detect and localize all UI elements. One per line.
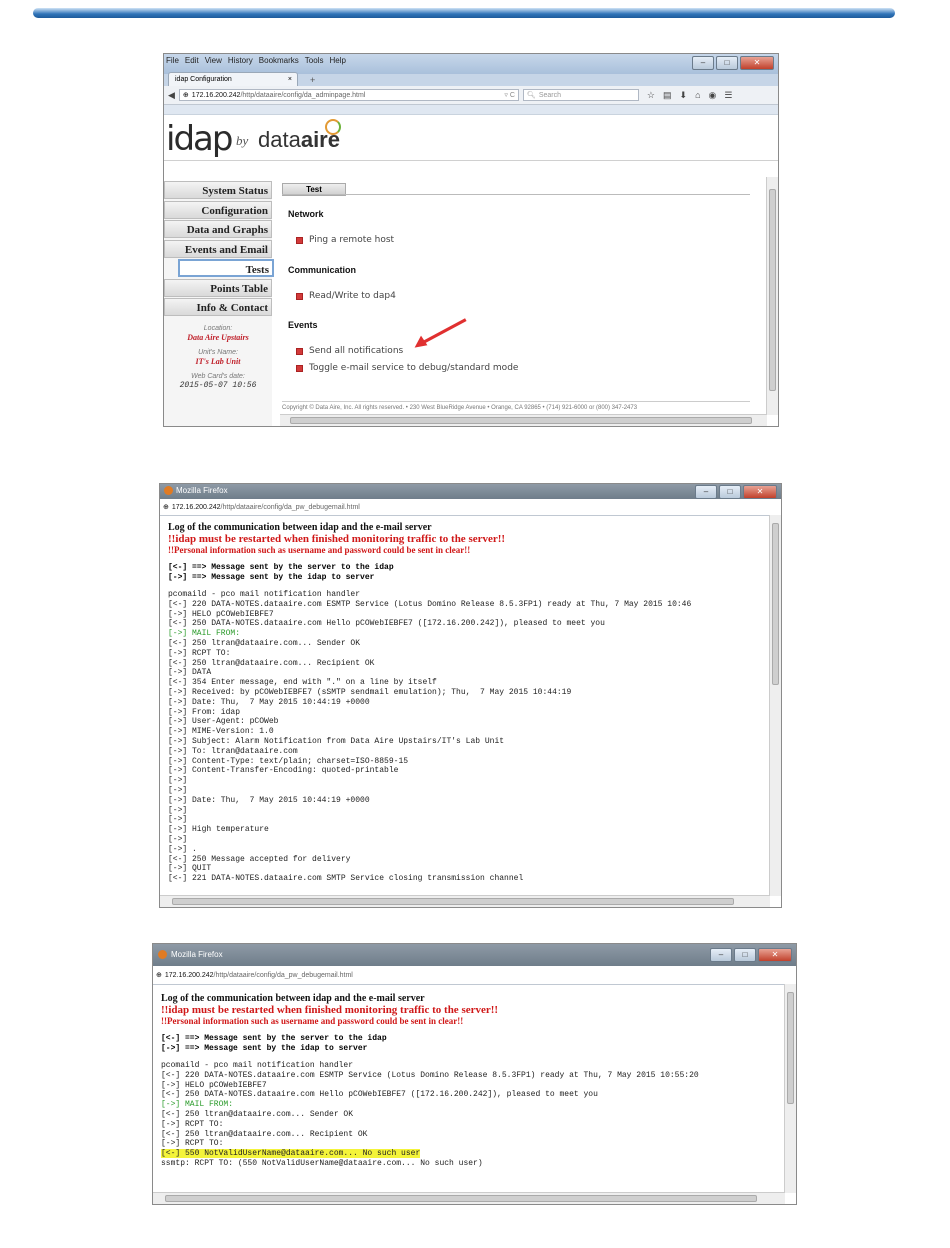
nav-tests[interactable]: Tests	[178, 259, 274, 277]
restart-warning: !!idap must be restarted when finished monitoring traffic to the server!!	[161, 1004, 499, 1016]
red-arrow-annotation	[413, 317, 469, 351]
clipboard-icon[interactable]: ▤	[663, 89, 672, 100]
reload-icon[interactable]: ▿ C	[504, 92, 515, 99]
url-path: /http/dataaire/config/da_pw_debugemail.html	[213, 971, 353, 979]
log-line: [->]	[168, 805, 188, 815]
menu-file[interactable]: File	[166, 56, 179, 65]
url-bar[interactable]	[153, 969, 796, 981]
log-line: [->] RCPT TO:	[168, 648, 231, 658]
maximize-button[interactable]: □	[734, 948, 756, 962]
copyright-footer: Copyright © Data Aire, Inc. All rights reserved. • 230 West BlueRidge Avenue • Orange, CA 92865 • (714) 921-6000 or (800) 347-2473	[282, 401, 750, 412]
menu-tools[interactable]: Tools	[304, 56, 324, 65]
minimize-button[interactable]: –	[710, 948, 732, 962]
star-icon[interactable]: ☆	[646, 89, 655, 100]
location-label: Location:	[203, 325, 233, 332]
log-line: [<-] 250 DATA-NOTES.dataaire.com Hello pCOWebIEBFE7 ([172.16.200.242]), pleased to meet you	[161, 1090, 598, 1100]
url-toolbar	[160, 499, 781, 516]
menu-view[interactable]: View	[204, 56, 222, 65]
close-window-button[interactable]: ✕	[743, 485, 777, 499]
tab-title: idap Configuration	[175, 76, 232, 83]
log-line: [->] HELO pCOWebIEBFE7	[168, 609, 274, 619]
log-line: [->] High temperature	[168, 825, 269, 835]
idap-logo: idap	[166, 119, 232, 159]
date-label: Web Card's date:	[191, 373, 245, 380]
legend-idap: [->] ==> Message sent by the idap to server	[168, 572, 375, 582]
url-bar[interactable]	[179, 89, 519, 101]
log-line: [->] MIME-Version: 1.0	[168, 727, 274, 737]
url-host: 172.16.200.242	[164, 971, 214, 979]
browser-titlebar	[164, 54, 778, 74]
log-title: Log of the communication between idap and the e-mail server	[168, 522, 432, 533]
scroll-thumb[interactable]	[290, 417, 752, 424]
privacy-warning: !!Personal information such as username and password could be sent in clear!!	[161, 1016, 464, 1026]
nav-data-and-graphs[interactable]: Data and Graphs	[164, 220, 272, 238]
tab-close-icon[interactable]: ×	[287, 76, 292, 83]
log-line: [<-] 250 ltran@dataaire.com... Sender OK	[168, 638, 361, 648]
menu-edit[interactable]: Edit	[184, 56, 199, 65]
log-line: [->] RCPT TO:	[161, 1119, 224, 1129]
globe-icon: ⊕	[182, 92, 189, 99]
log-line: [<-] 220 DATA-NOTES.dataaire.com ESMTP Service (Lotus Domino Release 8.5.3FP1) ready at Thu, 7 May 2015 10:46	[168, 599, 692, 609]
location-value: Data Aire Upstairs	[187, 333, 249, 342]
bullet-icon	[296, 348, 303, 355]
pocket-icon[interactable]: ◉	[708, 89, 717, 100]
close-window-button[interactable]: ✕	[758, 948, 792, 962]
new-tab-button[interactable]: +	[310, 75, 316, 85]
globe-icon: ⊕	[156, 972, 162, 979]
horizontal-scrollbar[interactable]	[160, 895, 770, 907]
log-page	[160, 516, 781, 884]
unit-info	[164, 324, 272, 390]
toggle-label: Toggle e-mail service to debug/standard mode	[309, 363, 519, 373]
idap-logo-header	[164, 115, 778, 161]
tests-content-pane	[280, 181, 764, 414]
home-icon[interactable]: ⌂	[695, 90, 701, 100]
ping-label: Ping a remote host	[309, 235, 395, 245]
sendall-label: Send all notifications	[309, 346, 404, 356]
vertical-scrollbar[interactable]	[784, 984, 796, 1193]
menu-bar	[166, 56, 346, 65]
globe-icon: ⊕	[163, 504, 169, 511]
log-line: [->]	[168, 834, 188, 844]
log-line: ssmtp: RCPT TO: (550 NotValidUserName@dataaire.com... No such user)	[161, 1158, 483, 1168]
section-communication: Communication	[288, 265, 357, 275]
window-title: Mozilla Firefox	[176, 486, 228, 495]
horizontal-scrollbar[interactable]	[280, 414, 767, 426]
menu-history[interactable]: History	[227, 56, 253, 65]
section-events: Events	[288, 320, 318, 330]
legend-idap: [->] ==> Message sent by the idap to server	[161, 1043, 368, 1053]
log-legend	[168, 563, 781, 582]
log-line: [->] RCPT TO:	[161, 1139, 224, 1149]
url-host: 172.16.200.242	[191, 91, 241, 99]
log-line: [->] Subject: Alarm Notification from Data Aire Upstairs/IT's Lab Unit	[168, 736, 505, 746]
bullet-icon	[296, 293, 303, 300]
log-line: [<-] 250 ltran@dataaire.com... Sender OK	[161, 1109, 354, 1119]
date-value: 2015-05-07 10:56	[179, 381, 257, 390]
logo-aire: aire	[300, 127, 340, 152]
log-line: [->] DATA	[168, 668, 212, 678]
test-toggle-email-debug[interactable]	[296, 363, 518, 373]
maximize-button[interactable]: □	[716, 56, 738, 70]
log-line: [->] .	[168, 844, 197, 854]
search-placeholder: Search	[538, 91, 561, 99]
firefox-icon	[158, 950, 167, 959]
legend-server: [<-] ==> Message sent by the server to the idap	[161, 1034, 387, 1043]
browser-tab[interactable]	[168, 72, 298, 86]
url-host: 172.16.200.242	[171, 503, 221, 511]
log-line: pcomaild - pco mail notification handler	[168, 590, 361, 599]
log-line: [->]	[168, 785, 188, 795]
log-legend	[161, 1034, 796, 1053]
log-line: [->]	[168, 815, 188, 825]
log-line: [<-] 221 DATA-NOTES.dataaire.com SMTP Service closing transmission channel	[168, 874, 524, 884]
vertical-scrollbar[interactable]	[766, 177, 778, 415]
log-line: [->] To: ltran@dataaire.com	[168, 746, 298, 756]
tab-test[interactable]: Test	[282, 183, 346, 196]
unit-value: IT's Lab Unit	[195, 357, 241, 366]
log-line: pcomaild - pco mail notification handler	[161, 1061, 354, 1070]
url-path: /http/dataaire/config/da_pw_debugemail.html	[220, 503, 360, 511]
screenshot-email-log-success	[159, 483, 782, 908]
log-line: [->] MAIL FROM:	[168, 629, 241, 639]
tab-divider	[282, 194, 750, 195]
test-ping-remote-host[interactable]	[296, 235, 394, 245]
nav-configuration[interactable]: Configuration	[164, 201, 272, 219]
test-read-write-dap4[interactable]	[296, 291, 396, 301]
minimize-button[interactable]: –	[692, 56, 714, 70]
log-line: [->] Content-Type: text/plain; charset=ISO-8859-15	[168, 756, 409, 766]
bookmarks-bar	[164, 105, 778, 115]
menu-bookmarks[interactable]: Bookmarks	[258, 56, 299, 65]
nav-info-contact[interactable]: Info & Contact	[164, 298, 272, 316]
horizontal-scrollbar[interactable]	[153, 1192, 785, 1204]
test-send-all-notifications[interactable]	[296, 346, 403, 356]
log-line: [<-] 250 Message accepted for delivery	[168, 854, 351, 864]
smtp-log	[161, 1061, 796, 1169]
browser-titlebar	[153, 944, 796, 966]
scroll-thumb[interactable]	[172, 898, 734, 905]
search-input[interactable]	[523, 89, 639, 101]
maximize-button[interactable]: □	[719, 485, 741, 499]
menu-help[interactable]: Help	[329, 56, 346, 65]
log-line: [->] QUIT	[168, 864, 212, 874]
hamburger-menu-icon[interactable]: ☰	[724, 89, 733, 100]
scroll-thumb[interactable]	[787, 992, 794, 1104]
logo-by: by	[236, 133, 249, 148]
log-line: [<-] 220 DATA-NOTES.dataaire.com ESMTP Service (Lotus Domino Release 8.5.3FP1) ready at Thu, 7 May 2015 10:55:20	[161, 1070, 699, 1080]
readwrite-label: Read/Write to dap4	[309, 291, 396, 301]
log-line: [->] Date: Thu, 7 May 2015 10:44:19 +0000	[168, 697, 370, 707]
log-line: [<-] 250 ltran@dataaire.com... Recipient OK	[168, 658, 375, 668]
bullet-icon	[296, 237, 303, 244]
url-bar[interactable]	[160, 501, 781, 513]
nav-events-and-email[interactable]: Events and Email	[164, 240, 272, 258]
dataaire-swirl-icon	[325, 119, 341, 135]
tab-strip	[164, 74, 778, 86]
log-line: [->] User-Agent: pCOWeb	[168, 717, 279, 727]
scroll-thumb[interactable]	[772, 523, 779, 685]
scroll-thumb[interactable]	[165, 1195, 757, 1202]
log-line: [<-] 250 DATA-NOTES.dataaire.com Hello pCOWebIEBFE7 ([172.16.200.242]), pleased to meet you	[168, 619, 605, 629]
log-title: Log of the communication between idap and the e-mail server	[161, 993, 425, 1004]
back-arrow-icon[interactable]: ◀	[168, 89, 175, 100]
log-line: [->] Content-Transfer-Encoding: quoted-printable	[168, 766, 399, 776]
vertical-scrollbar[interactable]	[769, 515, 781, 896]
log-line: [->] Received: by pCOWebIEBFE7 (sSMTP sendmail emulation); Thu, 7 May 2015 10:44:19	[168, 687, 572, 697]
close-window-button[interactable]: ✕	[740, 56, 774, 70]
window-title: Mozilla Firefox	[171, 950, 223, 959]
log-line	[161, 1149, 796, 1159]
error-highlight: [<-] 550 NotValidUserName@dataaire.com... No such user	[161, 1149, 421, 1159]
screenshot-email-log-error	[152, 943, 797, 1205]
log-line: [->]	[168, 776, 188, 786]
log-line: [->] MAIL FROM:	[161, 1100, 234, 1110]
download-icon[interactable]: ⬇	[679, 89, 688, 100]
scroll-thumb[interactable]	[769, 189, 776, 391]
log-page	[153, 985, 796, 1169]
legend-server: [<-] ==> Message sent by the server to the idap	[168, 563, 394, 572]
left-navigation	[164, 181, 272, 426]
privacy-warning: !!Personal information such as username and password could be sent in clear!!	[168, 545, 471, 555]
unit-label: Unit's Name:	[198, 349, 238, 356]
navigation-toolbar	[164, 86, 778, 105]
logo-data: data	[258, 127, 301, 152]
browser-titlebar	[160, 484, 781, 499]
log-line: [->] Date: Thu, 7 May 2015 10:44:19 +0000	[168, 795, 370, 805]
url-toolbar	[153, 966, 796, 985]
log-line: [->] HELO pCOWebIEBFE7	[161, 1080, 267, 1090]
firefox-icon	[164, 486, 173, 495]
search-icon: 🔍︎	[526, 92, 536, 99]
log-line: [<-] 354 Enter message, end with "." on a line by itself	[168, 678, 437, 688]
url-path: /http/dataaire/config/da_adminpage.html	[240, 91, 366, 99]
log-line: [->] From: idap	[168, 707, 241, 717]
log-line: [<-] 250 ltran@dataaire.com... Recipient OK	[161, 1129, 368, 1139]
screenshot-idap-config	[163, 53, 779, 427]
nav-points-table[interactable]: Points Table	[164, 279, 272, 297]
restart-warning: !!idap must be restarted when finished monitoring traffic to the server!!	[168, 533, 506, 545]
smtp-log	[168, 590, 781, 884]
nav-system-status[interactable]: System Status	[164, 181, 272, 199]
page-header-bar	[33, 8, 895, 18]
bullet-icon	[296, 365, 303, 372]
section-network: Network	[288, 209, 324, 219]
minimize-button[interactable]: –	[695, 485, 717, 499]
